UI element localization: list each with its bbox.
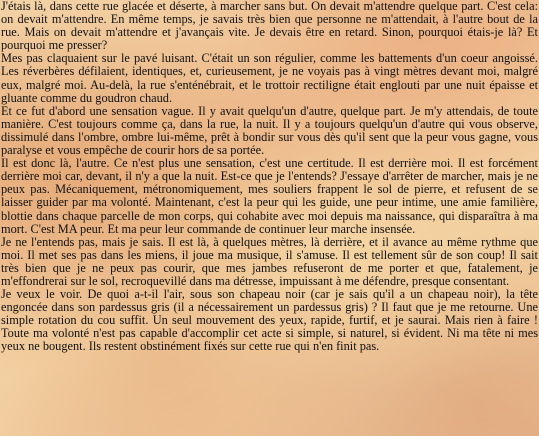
paragraph-4: Il est donc là, l'autre. Ce n'est plus une sensation, c'est une certitude. Il est derrière moi. Il est forcément derrière moi car, devant, il n'y a que la nuit. Est-ce que je l'entends? J'essaye d'arrêter de marcher, mais je ne peux pas. Mécaniquement, métronomiquement, mes souliers frappent le sol de pierre, et refusent de se laisser guider par ma volonté. Maintenant, c'est la peur qui les guide, une peur intime, une amie familière, blottie dans chaque parcelle de mon corps, qui cohabite avec moi depuis ma naissance, qui disparaîtra à ma mort. C'est MA peur. Et ma peur leur commande de continuer leur marche insensée. (1, 156, 538, 236)
paragraph-2: Mes pas claquaient sur le pavé luisant. C'était un son régulier, comme les battements d'un coeur angoissé. Les réverbères défilaient, identiques, et, curieusement, je ne voyais pas à vingt mètres devant moi, malgré eux, malgré moi. Au-delà, la rue s'enténébrait, et le trottoir rectiligne était englouti par une nuit épaisse et gluante comme du goudron chaud. (1, 51, 538, 105)
paragraph-6: Je veux le voir. De quoi a-t-il l'air, sous son chapeau noir (car je sais qu'il a un chapeau noir), la tête engoncée dans son pardessus gris (il a nécessairement un pardessus gris) ? Il faut que je me retourne. Une simple rotation du cou suffit. Un seul mouvement des yeux, rapide, furtif, et je saurai. Mais rien à faire ! Toute ma volonté n'est pas capable d'accomplir cet acte si simple, si naturel, si évident. Ni ma tête ni mes yeux ne bougent. Ils restent obstinément fixés sur cette rue qui n'en finit pas. (1, 287, 538, 354)
paragraph-3: Et ce fut d'abord une sensation vague. Il y avait quelqu'un d'autre, quelque part. Je m'y attendais, de toute manière. C'est toujours comme ça, dans la rue, la nuit. Il y a toujours quelqu'un d'autre qui vous observe, dissimulé dans l'ombre, ombre lui-même, prêt à bondir sur vous dès qu'il sent que la peur vous gagne, vous paralyse et vous empêche de courir hors de sa portée. (1, 103, 538, 158)
story-text (1, 0, 538, 354)
paragraph-5: Je ne l'entends pas, mais je sais. Il est là, à quelques mètres, là derrière, et il avance au même rythme que moi. Il met ses pas dans les miens, il joue ma musique, il s'amuse. Il est tellement sûr de son coup! Il sait très bien que je ne peux pas courir, que mes jambes refuseront de me porter et que, fatalement, je m'effondrerai sur le sol, recroquevillé dans ma détresse, impuissant à me défendre, presque consentant. (1, 234, 538, 288)
paragraph-1: J'étais là, dans cette rue glacée et déserte, à marcher sans but. On devait m'attendre quelque part. C'est cela: on devait m'attendre. En même temps, je savais très bien que personne ne m'attendait, à l'autre bout de la rue. Mais on devait m'attendre et j'avançais vite. Je devais être en retard. Sinon, pourquoi étais-je là? Et pourquoi me presser? (1, 0, 538, 53)
